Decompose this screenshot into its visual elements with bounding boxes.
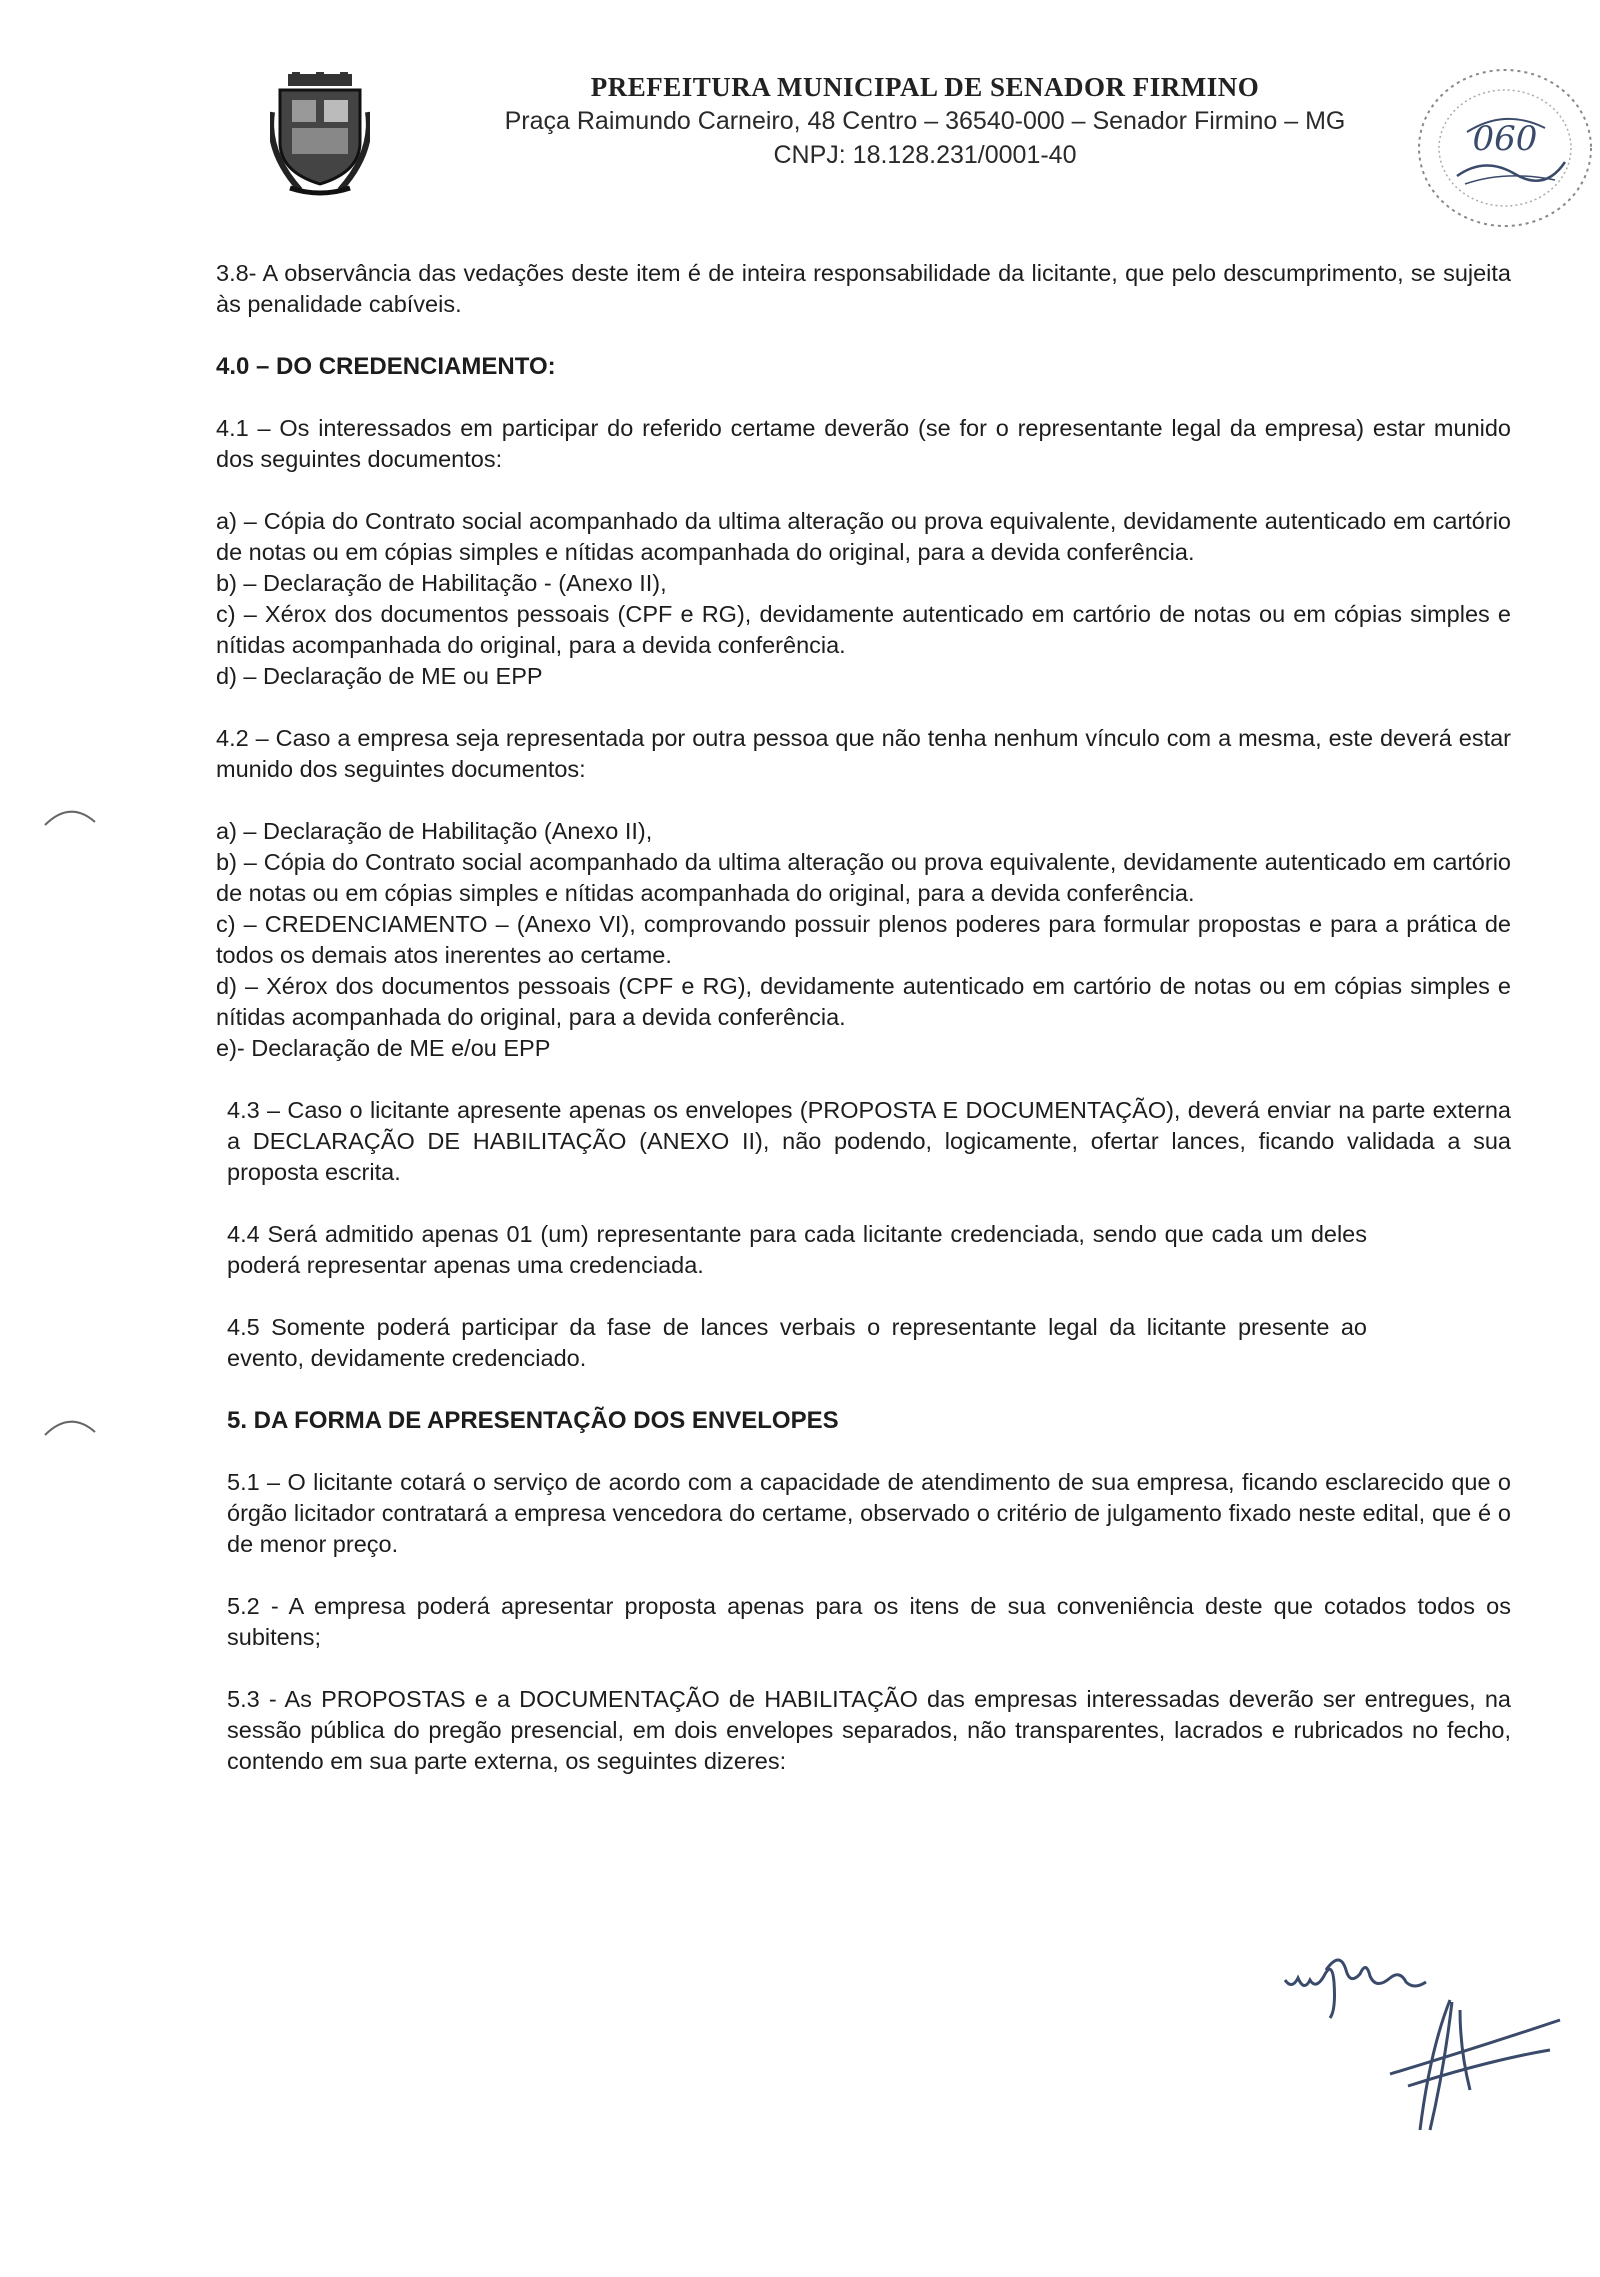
paragraph-4-1: 4.1 – Os interessados em participar do referido certame deverão (se for o representante legal da empresa) estar munido dos seguintes documentos: — [216, 415, 1511, 472]
paragraph-4-1-b: b) – Declaração de Habilitação - (Anexo II), — [216, 570, 667, 596]
municipality-name: PREFEITURA MUNICIPAL DE SENADOR FIRMINO — [590, 72, 1260, 102]
letterhead — [430, 70, 1420, 172]
document-body — [216, 258, 1511, 1777]
municipality-address: Praça Raimundo Carneiro, 48 Centro – 36540-000 – Senador Firmino – MG — [504, 107, 1346, 135]
signature — [1360, 1990, 1580, 2140]
paragraph-4-2-b: b) – Cópia do Contrato social acompanhado da ultima alteração ou prova equivalente, devidamente autenticado em cartório de notas ou em cópias simples e nítidas acompanhada do original, para a devida conferência. — [216, 849, 1511, 906]
paragraph-4-1-d: d) – Declaração de ME ou EPP — [216, 663, 543, 689]
paragraph-4-1-a: a) – Cópia do Contrato social acompanhado da ultima alteração ou prova equivalente, devidamente autenticado em cartório de notas ou em cópias simples e nítidas acompanhada do original, para a devida conferência. — [216, 508, 1511, 565]
commission-stamp — [1405, 58, 1600, 238]
paragraph-5-1: 5.1 – O licitante cotará o serviço de acordo com a capacidade de atendimento de sua empresa, ficando esclarecido que o órgão licitador contratará a empresa vencedora do certame, observado o critério de julgamento fixado neste edital, que é o de menor preço. — [227, 1469, 1511, 1557]
paragraph-4-2-c: c) – CREDENCIAMENTO – (Anexo VI), comprovando possuir plenos poderes para formular propostas e para a prática de todos os demais atos inerentes ao certame. — [216, 911, 1511, 968]
paragraph-4-2-d: d) – Xérox dos documentos pessoais (CPF e RG), devidamente autenticado em cartório de notas ou em cópias simples e nítidas acompanhada do original, para a devida conferência. — [216, 973, 1511, 1030]
municipality-cnpj: CNPJ: 18.128.231/0001-40 — [773, 141, 1077, 169]
heading-credenciamento: 4.0 – DO CREDENCIAMENTO: — [216, 353, 556, 380]
paragraph-4-5: 4.5 Somente poderá participar da fase de lances verbais o representante legal da licitante presente ao evento, devidamente credenciado. — [227, 1314, 1367, 1371]
paragraph-4-2-e: e)- Declaração de ME e/ou EPP — [216, 1035, 551, 1061]
margin-mark — [40, 800, 100, 830]
paragraph-4-2: 4.2 – Caso a empresa seja representada por outra pessoa que não tenha nenhum vínculo com a mesma, este deverá estar munido dos seguintes documentos: — [216, 725, 1511, 782]
paragraph-4-1-c: c) – Xérox dos documentos pessoais (CPF e RG), devidamente autenticado em cartório de notas ou em cópias simples e nítidas acompanhada do original, para a devida conferência. — [216, 601, 1511, 658]
paragraph-5-2: 5.2 - A empresa poderá apresentar proposta apenas para os itens de sua conveniência deste que cotados todos os subitens; — [227, 1593, 1511, 1650]
paragraph-5-3: 5.3 - As PROPOSTAS e a DOCUMENTAÇÃO de HABILITAÇÃO das empresas interessadas deverão ser entregues, na sessão pública do pregão presencial, em dois envelopes separados, não transparentes, lacrados e rubricados no fecho, contendo em sua parte externa, os seguintes dizeres: — [227, 1686, 1511, 1774]
paragraph-4-4: 4.4 Será admitido apenas 01 (um) representante para cada licitante credenciada, sendo que cada um deles poderá representar apenas uma credenciada. — [227, 1221, 1367, 1278]
municipal-crest-icon — [270, 72, 370, 198]
paragraph-3-8: 3.8- A observância das vedações deste item é de inteira responsabilidade da licitante, que pelo descumprimento, se sujeita às penalidade cabíveis. — [216, 260, 1511, 317]
paragraph-4-2-a: a) – Declaração de Habilitação (Anexo II), — [216, 818, 653, 844]
margin-mark — [40, 1410, 100, 1440]
heading-envelopes: 5. DA FORMA DE APRESENTAÇÃO DOS ENVELOPES — [227, 1407, 839, 1434]
stamp-page-number: 060 — [1472, 119, 1538, 159]
paragraph-4-3: 4.3 – Caso o licitante apresente apenas os envelopes (PROPOSTA E DOCUMENTAÇÃO), deverá enviar na parte externa a DECLARAÇÃO DE HABILITAÇÃO (ANEXO II), não podendo, logicamente, ofertar lances, ficando validada a sua proposta escrita. — [227, 1097, 1511, 1185]
